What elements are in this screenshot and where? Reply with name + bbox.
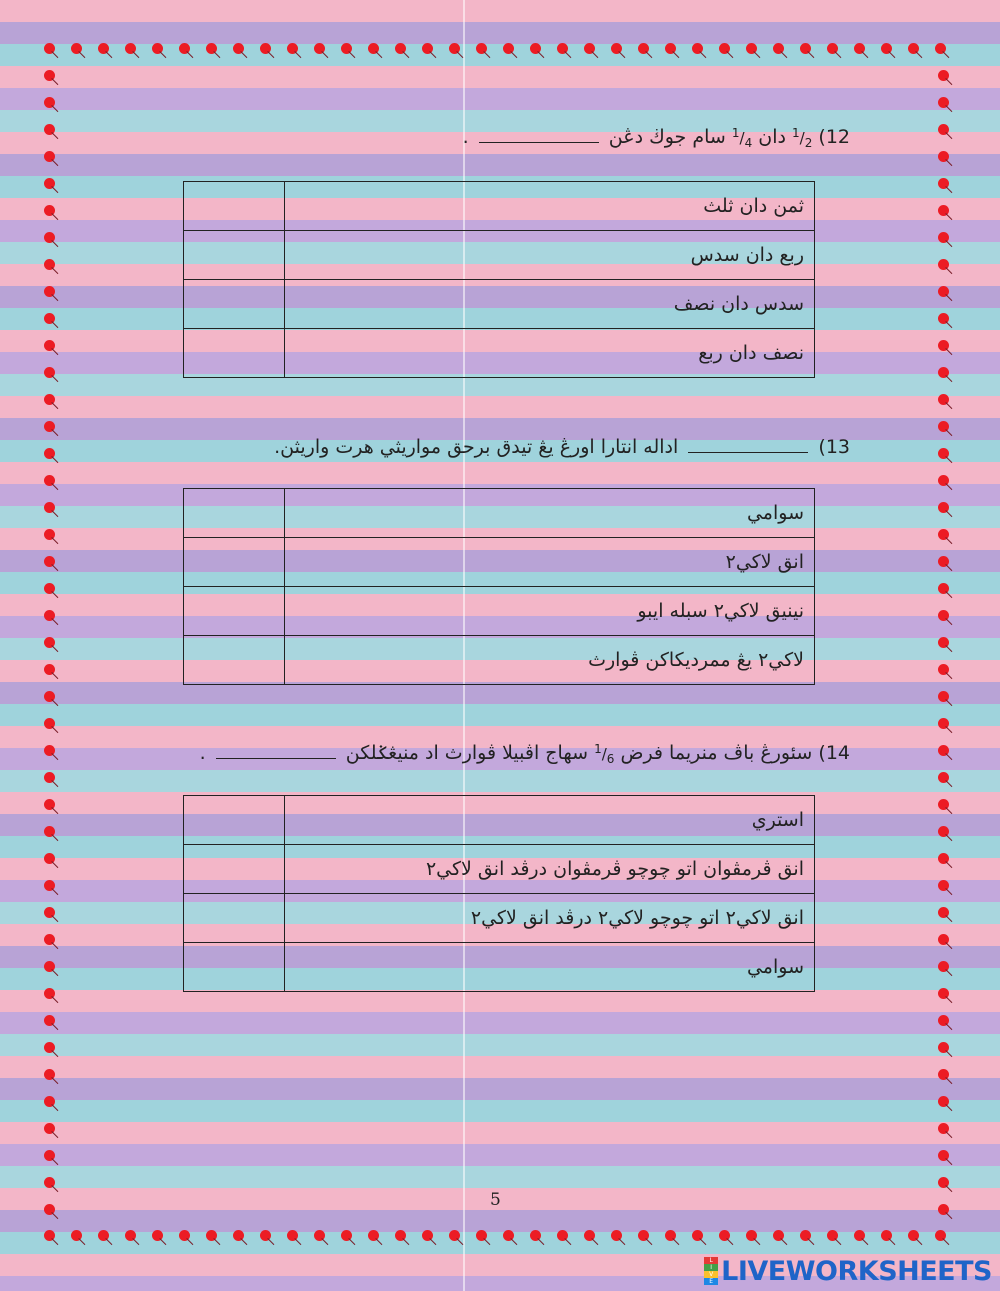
options-table-12 xyxy=(183,181,815,378)
border-dot xyxy=(665,43,676,54)
border-dot xyxy=(746,1230,757,1241)
border-dot xyxy=(44,961,55,972)
border-dot xyxy=(44,313,55,324)
border-dot xyxy=(98,1230,109,1241)
border-dot xyxy=(44,259,55,270)
border-dot xyxy=(692,1230,703,1241)
question-12 xyxy=(463,126,850,150)
and-word: دان xyxy=(758,126,786,148)
question-text-before: سئورڠ باڤ منريما فرض xyxy=(620,742,813,764)
border-dot xyxy=(179,1230,190,1241)
border-dot xyxy=(44,43,55,54)
answer-blank[interactable] xyxy=(216,744,336,759)
border-dot xyxy=(152,1230,163,1241)
question-number: 14) xyxy=(818,742,850,764)
border-dot xyxy=(503,1230,514,1241)
option-text: انق لاکي٢ xyxy=(285,538,815,587)
question-text: اداله انتارا اورڠ يڠ تيدق برحق مواريثي هرت واريثن. xyxy=(274,436,679,458)
border-dot xyxy=(44,988,55,999)
border-dot xyxy=(395,1230,406,1241)
border-dot xyxy=(530,43,541,54)
border-dot xyxy=(584,43,595,54)
border-dot xyxy=(44,664,55,675)
answer-box[interactable] xyxy=(184,587,285,636)
fraction-quarter: $^1/_4$ xyxy=(731,126,753,150)
answer-box[interactable] xyxy=(184,280,285,329)
border-dot xyxy=(938,1015,949,1026)
border-dot xyxy=(557,43,568,54)
border-dot xyxy=(44,583,55,594)
answer-blank[interactable] xyxy=(688,438,808,453)
option-row xyxy=(184,845,815,894)
question-end: . xyxy=(199,742,206,764)
border-dot xyxy=(800,1230,811,1241)
border-dot xyxy=(938,745,949,756)
border-dot xyxy=(773,1230,784,1241)
border-dot xyxy=(314,1230,325,1241)
answer-box[interactable] xyxy=(184,489,285,538)
answer-box[interactable] xyxy=(184,636,285,685)
border-dot xyxy=(44,907,55,918)
border-dot xyxy=(719,43,730,54)
option-text: نينيق لاکي٢ سبله ايبو xyxy=(285,587,815,636)
border-dot xyxy=(44,610,55,621)
border-dot xyxy=(179,43,190,54)
border-dot xyxy=(938,313,949,324)
border-dot xyxy=(638,43,649,54)
options-table-13 xyxy=(183,488,815,685)
border-dot xyxy=(44,97,55,108)
border-dot xyxy=(938,475,949,486)
option-row xyxy=(184,587,815,636)
border-dot xyxy=(44,529,55,540)
border-dot xyxy=(908,1230,919,1241)
border-dot xyxy=(44,853,55,864)
border-dot xyxy=(938,853,949,864)
border-dot xyxy=(584,1230,595,1241)
option-text: ربع دان سدس xyxy=(285,231,815,280)
border-dot xyxy=(665,1230,676,1241)
border-dot xyxy=(773,43,784,54)
border-dot xyxy=(44,178,55,189)
option-text: نصف دان ربع xyxy=(285,329,815,378)
border-dot xyxy=(368,43,379,54)
border-dot xyxy=(854,1230,865,1241)
border-dot xyxy=(44,1069,55,1080)
answer-box[interactable] xyxy=(184,538,285,587)
border-dot xyxy=(938,772,949,783)
option-text: سوامي xyxy=(285,943,815,992)
border-dot xyxy=(287,43,298,54)
border-dot xyxy=(938,691,949,702)
border-dot xyxy=(44,448,55,459)
border-dot xyxy=(44,1230,55,1241)
option-row xyxy=(184,231,815,280)
border-dot xyxy=(827,43,838,54)
border-dot xyxy=(938,1069,949,1080)
brand-name: LIVEWORKSHEETS xyxy=(721,1255,992,1287)
border-dot xyxy=(938,502,949,513)
option-row xyxy=(184,894,815,943)
border-dot xyxy=(530,1230,541,1241)
question-number: 12) xyxy=(818,126,850,148)
border-dot xyxy=(938,1123,949,1134)
border-dot xyxy=(44,502,55,513)
answer-box[interactable] xyxy=(184,182,285,231)
liveworksheets-logo xyxy=(704,1256,992,1286)
answer-box[interactable] xyxy=(184,845,285,894)
answer-box[interactable] xyxy=(184,796,285,845)
border-dot xyxy=(881,1230,892,1241)
border-dot xyxy=(908,43,919,54)
border-dot xyxy=(935,43,946,54)
question-14 xyxy=(200,742,850,766)
option-row xyxy=(184,538,815,587)
border-dot xyxy=(938,1204,949,1215)
border-dot xyxy=(287,1230,298,1241)
option-row xyxy=(184,280,815,329)
logo-badge-icon: L I V E xyxy=(704,1257,718,1285)
border-dot xyxy=(638,1230,649,1241)
border-dot xyxy=(938,907,949,918)
border-dot xyxy=(422,43,433,54)
border-dot xyxy=(44,475,55,486)
border-dot xyxy=(938,1096,949,1107)
border-dot xyxy=(476,43,487,54)
border-dot xyxy=(938,664,949,675)
border-dot xyxy=(152,43,163,54)
border-dot xyxy=(233,1230,244,1241)
border-dot xyxy=(611,43,622,54)
border-dot xyxy=(44,556,55,567)
border-dot xyxy=(44,718,55,729)
border-dot xyxy=(938,961,949,972)
border-dot xyxy=(44,286,55,297)
answer-blank[interactable] xyxy=(479,128,599,143)
option-text: انق لاکي٢ اتو چوچو لاکي٢ درڤد انق لاکي٢ xyxy=(285,894,815,943)
border-dot xyxy=(611,1230,622,1241)
border-dot xyxy=(44,205,55,216)
border-dot xyxy=(44,934,55,945)
border-dot xyxy=(854,43,865,54)
border-dot xyxy=(746,43,757,54)
border-dot xyxy=(938,880,949,891)
border-dot xyxy=(938,988,949,999)
border-dot xyxy=(44,772,55,783)
border-dot xyxy=(71,1230,82,1241)
border-dot xyxy=(44,340,55,351)
border-dot xyxy=(260,1230,271,1241)
border-dot xyxy=(71,43,82,54)
border-dot xyxy=(44,1150,55,1161)
border-dot xyxy=(938,124,949,135)
border-dot xyxy=(938,799,949,810)
border-dot xyxy=(44,421,55,432)
border-dot xyxy=(503,43,514,54)
border-dot xyxy=(938,394,949,405)
border-dot xyxy=(422,1230,433,1241)
border-dot xyxy=(233,43,244,54)
border-dot xyxy=(44,637,55,648)
question-13 xyxy=(274,436,850,458)
border-dot xyxy=(98,43,109,54)
border-dot xyxy=(938,610,949,621)
border-dot xyxy=(938,178,949,189)
border-dot xyxy=(44,1177,55,1188)
border-dot xyxy=(938,556,949,567)
border-dot xyxy=(938,718,949,729)
border-dot xyxy=(206,43,217,54)
border-dot xyxy=(44,151,55,162)
option-text: سدس دان نصف xyxy=(285,280,815,329)
answer-box[interactable] xyxy=(184,329,285,378)
option-text: استري xyxy=(285,796,815,845)
border-dot xyxy=(341,1230,352,1241)
fraction-sixth: $^1/_6$ xyxy=(594,742,615,766)
border-dot xyxy=(935,1230,946,1241)
border-dot xyxy=(692,43,703,54)
border-dot xyxy=(938,367,949,378)
border-dot xyxy=(44,691,55,702)
border-dot xyxy=(476,1230,487,1241)
border-dot xyxy=(44,880,55,891)
border-dot xyxy=(44,826,55,837)
border-dot xyxy=(44,70,55,81)
border-dot xyxy=(44,1204,55,1215)
border-dot xyxy=(44,745,55,756)
border-dot xyxy=(938,70,949,81)
option-row xyxy=(184,182,815,231)
border-dot xyxy=(938,259,949,270)
border-dot xyxy=(938,934,949,945)
option-row xyxy=(184,943,815,992)
border-dot xyxy=(938,286,949,297)
answer-box[interactable] xyxy=(184,943,285,992)
question-number: 13) xyxy=(818,436,850,458)
option-row xyxy=(184,489,815,538)
border-dot xyxy=(44,1042,55,1053)
option-row xyxy=(184,636,815,685)
border-dot xyxy=(44,1015,55,1026)
option-text: ثمن دان ثلث xyxy=(285,182,815,231)
border-dot xyxy=(125,1230,136,1241)
border-dot xyxy=(44,394,55,405)
border-dot xyxy=(938,826,949,837)
border-dot xyxy=(938,448,949,459)
border-dot xyxy=(395,43,406,54)
border-dot xyxy=(827,1230,838,1241)
answer-box[interactable] xyxy=(184,231,285,280)
option-row xyxy=(184,329,815,378)
border-dot xyxy=(206,1230,217,1241)
border-dot xyxy=(314,43,325,54)
border-dot xyxy=(341,43,352,54)
border-dot xyxy=(44,124,55,135)
option-row xyxy=(184,796,815,845)
border-dot xyxy=(881,43,892,54)
option-text: انق ڤرمڤوان اتو چوچو ڤرمڤوان درڤد انق لاکي٢ xyxy=(285,845,815,894)
border-dot xyxy=(938,637,949,648)
border-dot xyxy=(44,1096,55,1107)
option-text: سوامي xyxy=(285,489,815,538)
border-dot xyxy=(938,421,949,432)
border-dot xyxy=(938,1150,949,1161)
border-dot xyxy=(938,340,949,351)
option-text: لاکي٢ يڠ ممرديکاکن ڤوارث xyxy=(285,636,815,685)
border-dot xyxy=(557,1230,568,1241)
border-dot xyxy=(938,583,949,594)
border-dot xyxy=(260,43,271,54)
border-dot xyxy=(368,1230,379,1241)
border-dot xyxy=(938,1042,949,1053)
question-text-after: سهاج اڤبيلا ڤوارث اد منيڠݢلکن xyxy=(345,742,589,764)
border-dot xyxy=(938,151,949,162)
page-number: 5 xyxy=(490,1190,501,1210)
border-dot xyxy=(938,97,949,108)
fraction-half: $^1/_2$ xyxy=(792,126,813,150)
border-dot xyxy=(449,43,460,54)
border-dot xyxy=(44,232,55,243)
border-dot xyxy=(938,232,949,243)
options-table-14 xyxy=(183,795,815,992)
border-dot xyxy=(44,799,55,810)
question-end: . xyxy=(462,126,469,148)
border-dot xyxy=(449,1230,460,1241)
border-dot xyxy=(938,205,949,216)
border-dot xyxy=(125,43,136,54)
border-dot xyxy=(719,1230,730,1241)
border-dot xyxy=(938,1177,949,1188)
question-text: سام جوڬ دڠن xyxy=(608,126,726,148)
border-dot xyxy=(44,1123,55,1134)
border-dot xyxy=(44,367,55,378)
answer-box[interactable] xyxy=(184,894,285,943)
border-dot xyxy=(938,529,949,540)
border-dot xyxy=(800,43,811,54)
